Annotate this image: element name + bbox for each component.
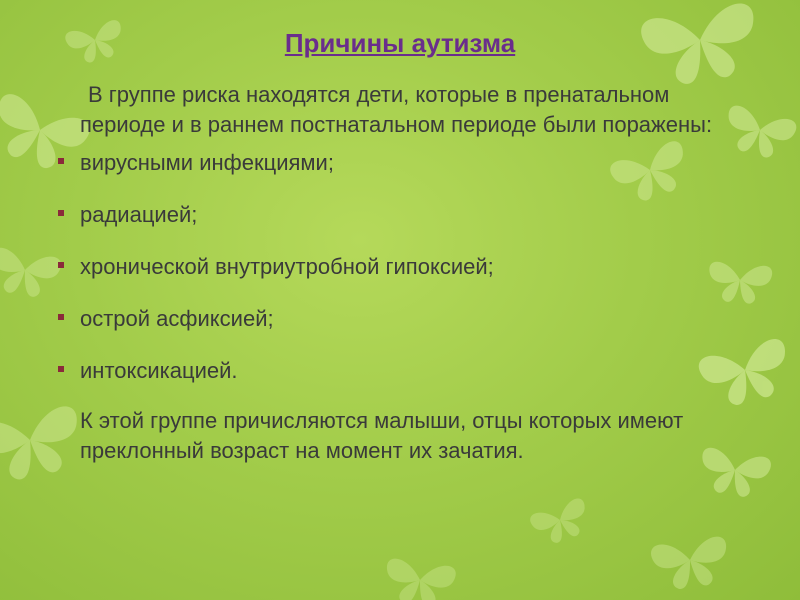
list-item-text: вирусными инфекциями; [80, 150, 334, 175]
bullet-icon [58, 210, 64, 216]
butterfly-icon [650, 535, 731, 592]
bullet-icon [58, 366, 64, 372]
closing-paragraph: К этой группе причисляются малыши, отцы которых имеют преклонный возраст на момент их зачатия. [80, 408, 684, 463]
list-item-text: интоксикацией. [80, 358, 238, 383]
list-item [58, 200, 748, 236]
butterfly-icon [528, 497, 593, 549]
intro-paragraph: В группе риска находятся дети, которые в пренатальном периоде и в раннем постнатальном периоде были поражены: [80, 82, 713, 137]
list-item [58, 304, 748, 340]
list-item [58, 356, 748, 392]
list-item [58, 252, 748, 288]
list-item-text: острой асфиксией; [80, 306, 274, 331]
slide-title: Причины аутизма [284, 28, 516, 58]
butterfly-icon [382, 557, 457, 600]
slide-content [58, 80, 748, 466]
list-item-text: хронической внутриутробной гипоксией; [80, 254, 494, 279]
list-item [58, 148, 748, 184]
list-item-text: радиацией; [80, 202, 198, 227]
bullet-icon [58, 262, 64, 268]
butterfly-icon [0, 246, 62, 300]
bullet-icon [58, 314, 64, 320]
bullet-icon [58, 158, 64, 164]
causes-list [58, 148, 748, 392]
